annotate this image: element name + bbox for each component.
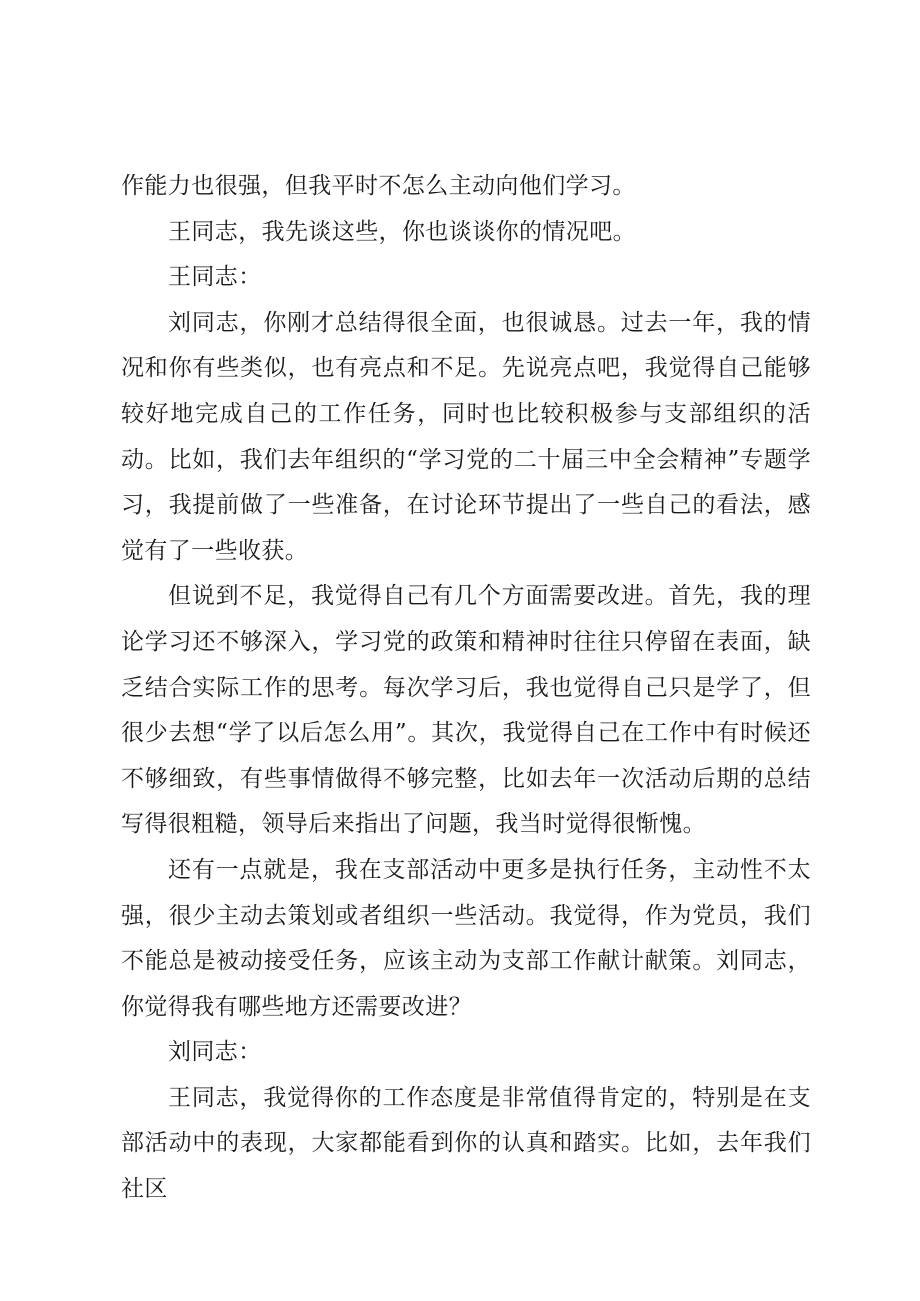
paragraph-continuation: 作能力也很强，但我平时不怎么主动向他们学习。 bbox=[121, 173, 636, 199]
paragraph-wang-initiative: 还有一点就是，我在支部活动中更多是执行任务，主动性不太强，很少主动去策划或者组织一些活动。我觉得，作为党员，我们不能总是被动接受任务，应该主动为支部工作献计献策。刘同志，你觉得我有哪些地方还需要改进？ bbox=[121, 856, 811, 1020]
speaker-label-wang: 王同志： bbox=[168, 264, 262, 291]
document-body bbox=[121, 164, 811, 1213]
speaker-label-liu: 刘同志： bbox=[168, 1039, 262, 1066]
paragraph-liu-closing: 王同志，我先谈这些，你也谈谈你的情况吧。 bbox=[168, 218, 636, 245]
paragraph-wang-highlights: 刘同志，你刚才总结得很全面，也很诚恳。过去一年，我的情况和你有些类似，也有亮点和不足。先说亮点吧，我觉得自己能够较好地完成自己的工作任务，同时也比较积极参与支部组织的活动。比如，我们去年组织的“学习党的二十届三中全会精神”专题学习，我提前做了一些准备，在讨论环节提出了一些自己的看法，感觉有了一些收获。 bbox=[121, 309, 811, 564]
paragraph-wang-shortcomings: 但说到不足，我觉得自己有几个方面需要改进。首先，我的理论学习还不够深入，学习党的政策和精神时往往只停留在表面，缺乏结合实际工作的思考。每次学习后，我也觉得自己只是学了，但很少去想“学了以后怎么用”。其次，我觉得自己在工作中有时候还不够细致，有些事情做得不够完整，比如去年一次活动后期的总结写得很粗糙，领导后来指出了问题，我当时觉得很惭愧。 bbox=[121, 583, 811, 838]
paragraph-liu-feedback: 王同志，我觉得你的工作态度是非常值得肯定的，特别是在支部活动中的表现，大家都能看到你的认真和踏实。比如，去年我们社区 bbox=[121, 1084, 811, 1203]
